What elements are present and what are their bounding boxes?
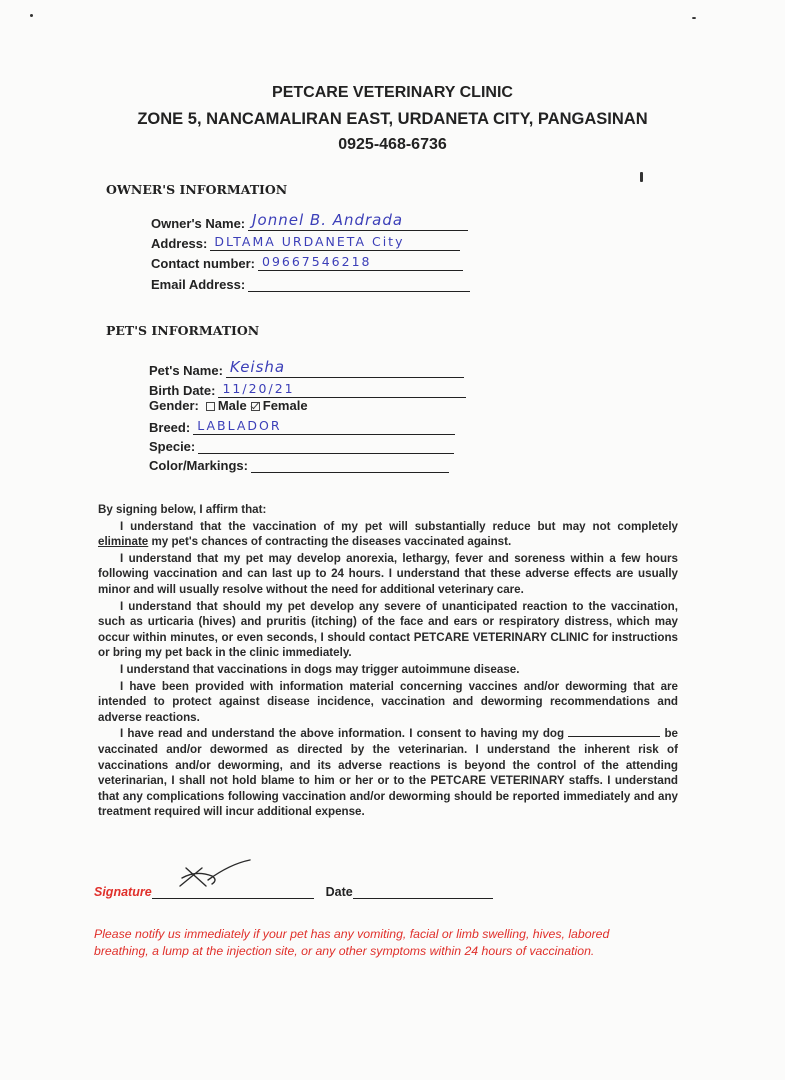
specie-field[interactable] xyxy=(198,435,454,454)
pet-name-field[interactable] xyxy=(226,359,464,378)
owner-address-row xyxy=(151,232,460,251)
female-label: Female xyxy=(262,398,308,413)
signature-label: Signature xyxy=(94,885,152,899)
consent-paragraph-5: I have been provided with information material concerning vaccines and/or deworming that are intended to protect against disease incidence, vaccination and deworming recommendations and adverse reactions. xyxy=(98,679,678,724)
consent-intro: By signing below, I affirm that: xyxy=(98,503,267,516)
vaccination-notice: Please notify us immediately if your pet has any vomiting, facial or limb swelling, hives, labored breathing, a lump at the injection site, or any other symptoms within 24 hours of vaccination. xyxy=(94,927,610,958)
breed-row xyxy=(149,416,455,435)
consent-statement xyxy=(98,502,678,821)
owner-address-field[interactable] xyxy=(210,232,460,251)
birth-date-label: Birth Date: xyxy=(149,383,216,398)
owner-address-value: DLTAMA URDANETA City xyxy=(214,234,405,249)
scan-speck xyxy=(30,14,33,17)
signature-row xyxy=(94,880,493,899)
breed-value: LABLADOR xyxy=(197,418,282,433)
owner-contact-label: Contact number: xyxy=(151,256,255,271)
color-markings-label: Color/Markings: xyxy=(149,458,248,473)
birth-date-row xyxy=(149,379,466,398)
color-markings-row xyxy=(149,454,449,473)
gender-label: Gender: xyxy=(149,398,199,413)
owner-name-field[interactable] xyxy=(248,212,468,231)
consent-paragraph-1 xyxy=(98,519,678,550)
male-checkbox[interactable] xyxy=(206,402,215,411)
owner-contact-value: 09667546218 xyxy=(262,254,372,269)
pet-section-title: PET'S INFORMATION xyxy=(106,323,260,338)
pet-name-row xyxy=(149,359,464,378)
color-markings-field[interactable] xyxy=(251,454,449,473)
pet-name-value: Keisha xyxy=(229,358,286,376)
consent-p6-part-a: I have read and understand the above information. I consent to having my dog xyxy=(120,727,569,741)
owner-email-field[interactable] xyxy=(248,273,470,292)
owner-address-label: Address: xyxy=(151,236,208,251)
consent-paragraph-3: I understand that should my pet develop any severe of unanticipated reaction to the vaccination, such as urticaria (hives) and pruritis (itching) of the face and ears or respiratory distress, which may occur within minutes, or even seconds, I should contact PETCARE VETERINARY CLINIC for instructions or bring my pet back in the clinic immediately. xyxy=(98,599,678,660)
owner-email-label: Email Address: xyxy=(151,277,246,292)
breed-label: Breed: xyxy=(149,420,191,435)
owner-contact-field[interactable] xyxy=(258,252,463,271)
breed-field[interactable] xyxy=(193,416,455,435)
clinic-name: PETCARE VETERINARY CLINIC xyxy=(272,84,513,101)
clinic-header xyxy=(0,80,785,158)
clinic-address: ZONE 5, NANCAMALIRAN EAST, URDANETA CITY, PANGASINAN xyxy=(137,110,648,128)
consent-paragraph-6 xyxy=(98,726,678,820)
owner-name-row xyxy=(151,212,468,231)
pet-name-label: Pet's Name: xyxy=(149,363,223,378)
dog-name-blank[interactable] xyxy=(568,727,660,737)
consent-p1-part-a: I understand that the vaccination of my pet will substantially reduce but may not completely xyxy=(120,519,678,533)
signature-field[interactable] xyxy=(152,880,314,899)
consent-p6-part-b: be vaccinated and/or dewormed as directed by the veterinarian. I understand the inherent risk of vaccinations and/or deworming, and its adverse reactions is beyond the control of the attending veterinarian, I shall not hold blame to him or her or to the PETCARE VETERINARY staffs. I understand that any complications following vaccination and/or deworming should be reported immediately and any treatment required will incur additional expense. xyxy=(98,727,678,819)
female-checkbox[interactable] xyxy=(251,402,260,411)
handwritten-signature xyxy=(172,856,272,896)
owner-name-label: Owner's Name: xyxy=(151,216,246,231)
scan-speck xyxy=(692,17,696,19)
consent-paragraph-4: I understand that vaccinations in dogs may trigger autoimmune disease. xyxy=(120,662,520,676)
consent-p1-underlined: eliminate xyxy=(98,535,149,549)
birth-date-value: 11/20/21 xyxy=(222,381,295,396)
specie-row xyxy=(149,435,454,454)
owner-email-row xyxy=(151,273,470,292)
specie-label: Specie: xyxy=(149,439,196,454)
owner-name-value: Jonnel B. Andrada xyxy=(252,211,404,229)
date-label: Date xyxy=(325,885,353,899)
consent-paragraph-2: I understand that my pet may develop anorexia, lethargy, fever and soreness within a few hours following vaccination and can last up to 24 hours. I understand that these adverse effects are usually minor and will usually resolve without the need for additional veterinary care. xyxy=(98,551,678,596)
scan-mark xyxy=(640,172,643,182)
gender-row xyxy=(149,398,308,413)
male-label: Male xyxy=(217,398,247,413)
consent-p1-part-b: my pet's chances of contracting the diseases vaccinated against. xyxy=(148,535,512,549)
clinic-phone: 0925-468-6736 xyxy=(338,136,447,153)
owner-section-title: OWNER'S INFORMATION xyxy=(106,182,288,197)
date-field[interactable] xyxy=(353,880,493,899)
birth-date-field[interactable] xyxy=(218,379,466,398)
owner-contact-row xyxy=(151,252,463,271)
